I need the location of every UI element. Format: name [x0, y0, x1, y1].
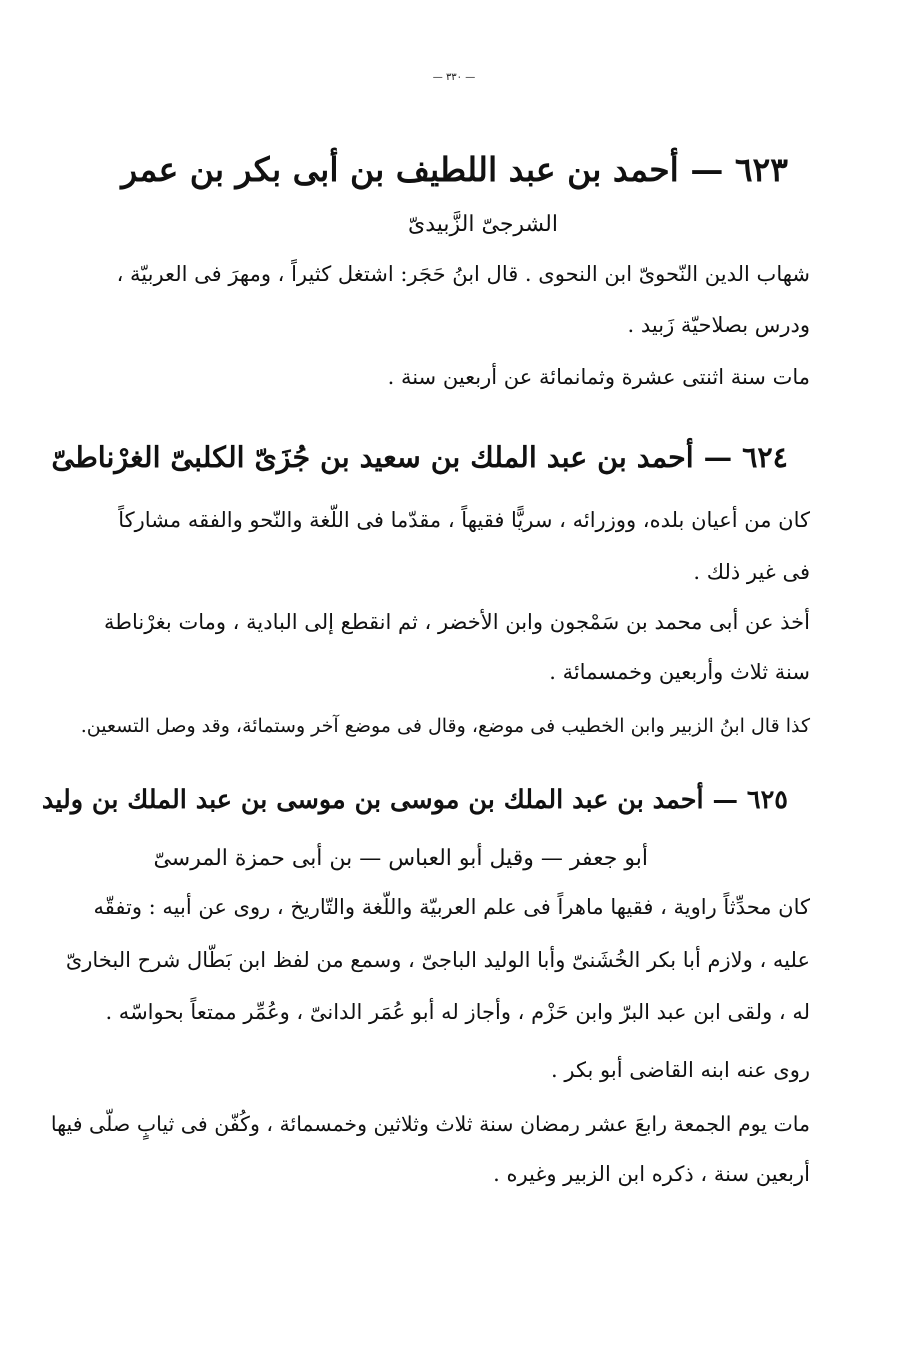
entry-625-heading: ٦٢٥ — أحمد بن عبد الملك بن موسى بن موسى بن عبد الملك بن وليد — [41, 785, 788, 815]
page-number: — ٣٣٠ — — [432, 72, 476, 83]
entry-624-line-1: كان من أعيان بلده، ووزرائه ، سريًّا فقيهاً ، مقدّما فى اللّغة والنّحو والفقه مشاركاً — [118, 508, 810, 532]
entry-625-line-6: أربعين سنة ، ذكره ابن الزبير وغيره . — [493, 1162, 810, 1186]
entry-623-subheading: الشرجىّ الزَّبيدىّ — [408, 212, 558, 237]
entry-625-line-2: عليه ، ولازم أبا بكر الخُشَنىّ وأبا الوليد الباجىّ ، وسمع من لفظ ابن بَطّال شرح البخارىّ — [65, 948, 810, 972]
entry-625-subheading: أبو جعفر — وقيل أبو العباس — بن أبى حمزة المرسىّ — [153, 846, 648, 871]
entry-625-line-5: مات يوم الجمعة رابعَ عشر رمضان سنة ثلاث وثلاثين وخمسمائة ، وكُفّن فى ثيابٍ صلّى فيها — [50, 1112, 810, 1136]
entry-623-heading: ٦٢٣ — أحمد بن عبد اللطيف بن أبى بكر بن عمر — [121, 150, 788, 189]
entry-624-heading: ٦٢٤ — أحمد بن عبد الملك بن سعيد بن جُزَىّ الكلبىّ الغرْناطىّ — [51, 440, 788, 474]
entry-624-line-2: فى غير ذلك . — [693, 560, 810, 584]
entry-623-line-1: شهاب الدين النّحوىّ ابن النحوى . قال ابنُ حَجَر: اشتغل كثيراً ، ومهرَ فى العربيّة ، — [116, 262, 810, 286]
entry-624-line-3: أخذ عن أبى محمد بن سَمْجون وابن الأخضر ، ثم انقطع إلى البادية ، ومات بغرْناطة — [103, 610, 810, 634]
entry-625-line-1: كان محدِّثاً راوية ، فقيها ماهراً فى علم العربيّة واللّغة والتّاريخ ، روى عن أبيه : وتفقّه — [93, 895, 810, 919]
entry-623-line-3: مات سنة اثنتى عشرة وثمانمائة عن أربعين سنة . — [387, 365, 810, 389]
entry-625-line-4: روى عنه ابنه القاضى أبو بكر . — [551, 1058, 810, 1082]
entry-624-line-5: كذا قال ابنُ الزبير وابن الخطيب فى موضع، وقال فى موضع آخر وستمائة، وقد وصل التسعين. — [80, 715, 810, 737]
entry-625-line-3: له ، ولقى ابن عبد البرّ وابن حَزْم ، وأجاز له أبو عُمَر الدانىّ ، وعُمِّر ممتعاً بحواسّه . — [105, 1000, 810, 1024]
entry-624-line-4: سنة ثلاث وأربعين وخمسمائة . — [549, 660, 810, 684]
entry-623-line-2: ودرس بصلاحيّة زَبيد . — [627, 313, 810, 337]
